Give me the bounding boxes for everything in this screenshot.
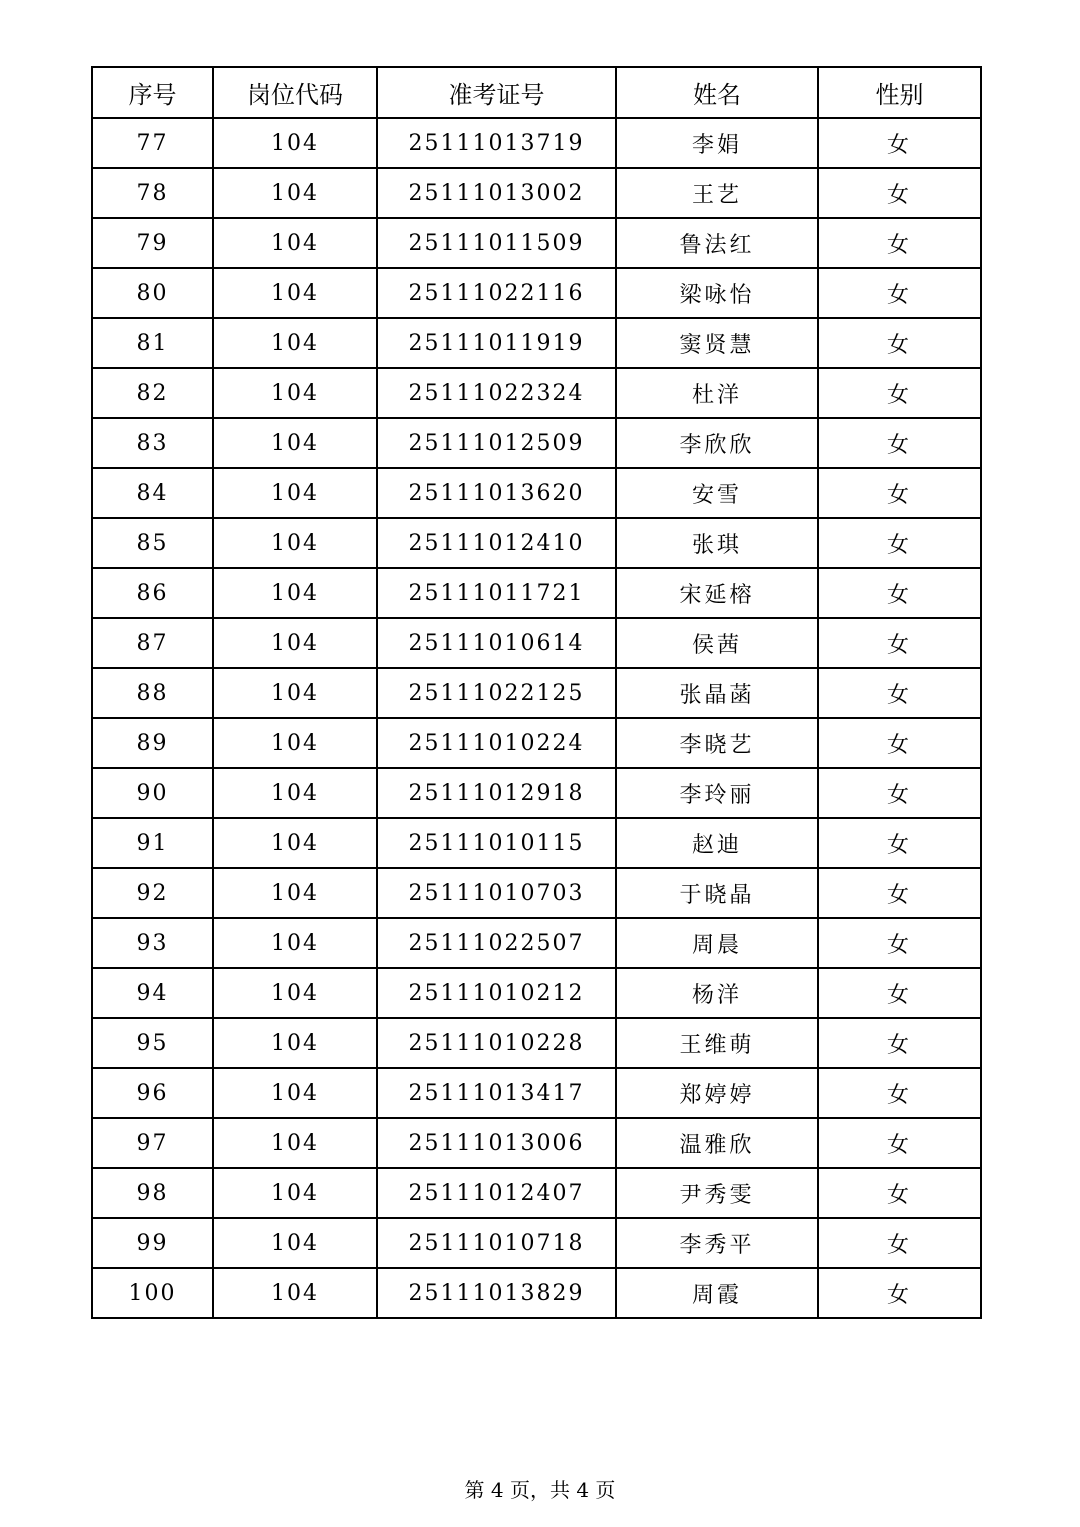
cell-gender: 女 <box>818 218 981 268</box>
cell-gender: 女 <box>818 1268 981 1318</box>
table-row <box>92 368 981 418</box>
table-row <box>92 1218 981 1268</box>
cell-post-code: 104 <box>213 868 377 918</box>
table-row <box>92 1118 981 1168</box>
cell-seq: 78 <box>92 168 213 218</box>
cell-seq: 88 <box>92 668 213 718</box>
table-row <box>92 1068 981 1118</box>
table-header-row <box>92 67 981 118</box>
cell-ticket-number: 25111011721 <box>377 568 616 618</box>
cell-ticket-number: 25111010228 <box>377 1018 616 1068</box>
table-row <box>92 1018 981 1068</box>
cell-seq: 98 <box>92 1168 213 1218</box>
cell-gender: 女 <box>818 318 981 368</box>
cell-seq: 92 <box>92 868 213 918</box>
table-row <box>92 218 981 268</box>
cell-seq: 89 <box>92 718 213 768</box>
cell-name: 王维萌 <box>616 1018 818 1068</box>
cell-name: 周霞 <box>616 1268 818 1318</box>
cell-gender: 女 <box>818 368 981 418</box>
candidate-table-container <box>91 66 980 1319</box>
cell-post-code: 104 <box>213 1218 377 1268</box>
cell-ticket-number: 25111022125 <box>377 668 616 718</box>
cell-post-code: 104 <box>213 568 377 618</box>
table-row <box>92 418 981 468</box>
cell-post-code: 104 <box>213 1068 377 1118</box>
cell-gender: 女 <box>818 718 981 768</box>
table-row <box>92 1268 981 1318</box>
cell-name: 周晨 <box>616 918 818 968</box>
cell-name: 赵迪 <box>616 818 818 868</box>
cell-ticket-number: 25111013002 <box>377 168 616 218</box>
cell-seq: 100 <box>92 1268 213 1318</box>
cell-gender: 女 <box>818 418 981 468</box>
cell-gender: 女 <box>818 768 981 818</box>
table-body <box>92 118 981 1318</box>
header-gender: 性别 <box>818 67 981 118</box>
cell-ticket-number: 25111011919 <box>377 318 616 368</box>
cell-post-code: 104 <box>213 468 377 518</box>
header-name: 姓名 <box>616 67 818 118</box>
cell-post-code: 104 <box>213 718 377 768</box>
table-row <box>92 718 981 768</box>
cell-post-code: 104 <box>213 618 377 668</box>
table-row <box>92 768 981 818</box>
cell-ticket-number: 25111012918 <box>377 768 616 818</box>
cell-seq: 91 <box>92 818 213 868</box>
cell-ticket-number: 25111022324 <box>377 368 616 418</box>
table-row <box>92 668 981 718</box>
cell-ticket-number: 25111010212 <box>377 968 616 1018</box>
candidate-table <box>91 66 982 1319</box>
cell-seq: 94 <box>92 968 213 1018</box>
cell-post-code: 104 <box>213 168 377 218</box>
table-row <box>92 318 981 368</box>
table-row <box>92 618 981 668</box>
cell-gender: 女 <box>818 568 981 618</box>
cell-gender: 女 <box>818 918 981 968</box>
cell-post-code: 104 <box>213 1018 377 1068</box>
cell-seq: 81 <box>92 318 213 368</box>
cell-name: 梁咏怡 <box>616 268 818 318</box>
cell-ticket-number: 25111012410 <box>377 518 616 568</box>
cell-ticket-number: 25111013006 <box>377 1118 616 1168</box>
cell-ticket-number: 25111010703 <box>377 868 616 918</box>
cell-post-code: 104 <box>213 1168 377 1218</box>
cell-gender: 女 <box>818 818 981 868</box>
cell-name: 温雅欣 <box>616 1118 818 1168</box>
table-row <box>92 468 981 518</box>
cell-name: 宋延榕 <box>616 568 818 618</box>
cell-seq: 85 <box>92 518 213 568</box>
cell-name: 李娟 <box>616 118 818 168</box>
cell-seq: 82 <box>92 368 213 418</box>
table-row <box>92 1168 981 1218</box>
cell-gender: 女 <box>818 118 981 168</box>
cell-gender: 女 <box>818 268 981 318</box>
cell-gender: 女 <box>818 668 981 718</box>
cell-post-code: 104 <box>213 668 377 718</box>
cell-name: 尹秀雯 <box>616 1168 818 1218</box>
cell-ticket-number: 25111012509 <box>377 418 616 468</box>
table-row <box>92 518 981 568</box>
cell-gender: 女 <box>818 968 981 1018</box>
cell-post-code: 104 <box>213 418 377 468</box>
header-seq: 序号 <box>92 67 213 118</box>
cell-name: 张琪 <box>616 518 818 568</box>
cell-name: 鲁法红 <box>616 218 818 268</box>
cell-ticket-number: 25111022116 <box>377 268 616 318</box>
cell-seq: 84 <box>92 468 213 518</box>
table-row <box>92 168 981 218</box>
cell-post-code: 104 <box>213 368 377 418</box>
cell-gender: 女 <box>818 468 981 518</box>
cell-name: 窦贤慧 <box>616 318 818 368</box>
cell-seq: 93 <box>92 918 213 968</box>
cell-name: 侯茜 <box>616 618 818 668</box>
cell-name: 李玲丽 <box>616 768 818 818</box>
cell-ticket-number: 25111010224 <box>377 718 616 768</box>
cell-name: 李晓艺 <box>616 718 818 768</box>
cell-name: 安雪 <box>616 468 818 518</box>
table-row <box>92 268 981 318</box>
cell-ticket-number: 25111013829 <box>377 1268 616 1318</box>
cell-seq: 79 <box>92 218 213 268</box>
cell-post-code: 104 <box>213 968 377 1018</box>
cell-seq: 96 <box>92 1068 213 1118</box>
cell-seq: 90 <box>92 768 213 818</box>
cell-post-code: 104 <box>213 918 377 968</box>
cell-seq: 83 <box>92 418 213 468</box>
cell-seq: 97 <box>92 1118 213 1168</box>
cell-seq: 99 <box>92 1218 213 1268</box>
cell-post-code: 104 <box>213 818 377 868</box>
cell-ticket-number: 25111010115 <box>377 818 616 868</box>
cell-gender: 女 <box>818 868 981 918</box>
table-row <box>92 568 981 618</box>
cell-post-code: 104 <box>213 318 377 368</box>
table-row <box>92 968 981 1018</box>
cell-seq: 95 <box>92 1018 213 1068</box>
cell-ticket-number: 25111022507 <box>377 918 616 968</box>
table-row <box>92 818 981 868</box>
table-row <box>92 118 981 168</box>
cell-ticket-number: 25111012407 <box>377 1168 616 1218</box>
cell-post-code: 104 <box>213 1268 377 1318</box>
cell-post-code: 104 <box>213 218 377 268</box>
cell-gender: 女 <box>818 1168 981 1218</box>
header-post-code: 岗位代码 <box>213 67 377 118</box>
cell-post-code: 104 <box>213 268 377 318</box>
cell-gender: 女 <box>818 1018 981 1068</box>
cell-gender: 女 <box>818 1068 981 1118</box>
cell-name: 王艺 <box>616 168 818 218</box>
table-row <box>92 918 981 968</box>
cell-gender: 女 <box>818 618 981 668</box>
page-footer: 第 4 页，共 4 页 <box>464 1478 616 1502</box>
cell-gender: 女 <box>818 1118 981 1168</box>
cell-name: 张晶菡 <box>616 668 818 718</box>
cell-post-code: 104 <box>213 768 377 818</box>
cell-name: 杨洋 <box>616 968 818 1018</box>
cell-name: 李秀平 <box>616 1218 818 1268</box>
cell-seq: 80 <box>92 268 213 318</box>
cell-post-code: 104 <box>213 118 377 168</box>
cell-post-code: 104 <box>213 1118 377 1168</box>
cell-name: 郑婷婷 <box>616 1068 818 1118</box>
cell-ticket-number: 25111011509 <box>377 218 616 268</box>
cell-ticket-number: 25111010718 <box>377 1218 616 1268</box>
cell-post-code: 104 <box>213 518 377 568</box>
table-row <box>92 868 981 918</box>
cell-ticket-number: 25111010614 <box>377 618 616 668</box>
cell-name: 杜洋 <box>616 368 818 418</box>
cell-seq: 87 <box>92 618 213 668</box>
cell-ticket-number: 25111013719 <box>377 118 616 168</box>
cell-ticket-number: 25111013417 <box>377 1068 616 1118</box>
cell-gender: 女 <box>818 518 981 568</box>
cell-ticket-number: 25111013620 <box>377 468 616 518</box>
cell-gender: 女 <box>818 1218 981 1268</box>
cell-seq: 77 <box>92 118 213 168</box>
cell-name: 于晓晶 <box>616 868 818 918</box>
cell-name: 李欣欣 <box>616 418 818 468</box>
cell-seq: 86 <box>92 568 213 618</box>
header-ticket-number: 准考证号 <box>377 67 616 118</box>
cell-gender: 女 <box>818 168 981 218</box>
